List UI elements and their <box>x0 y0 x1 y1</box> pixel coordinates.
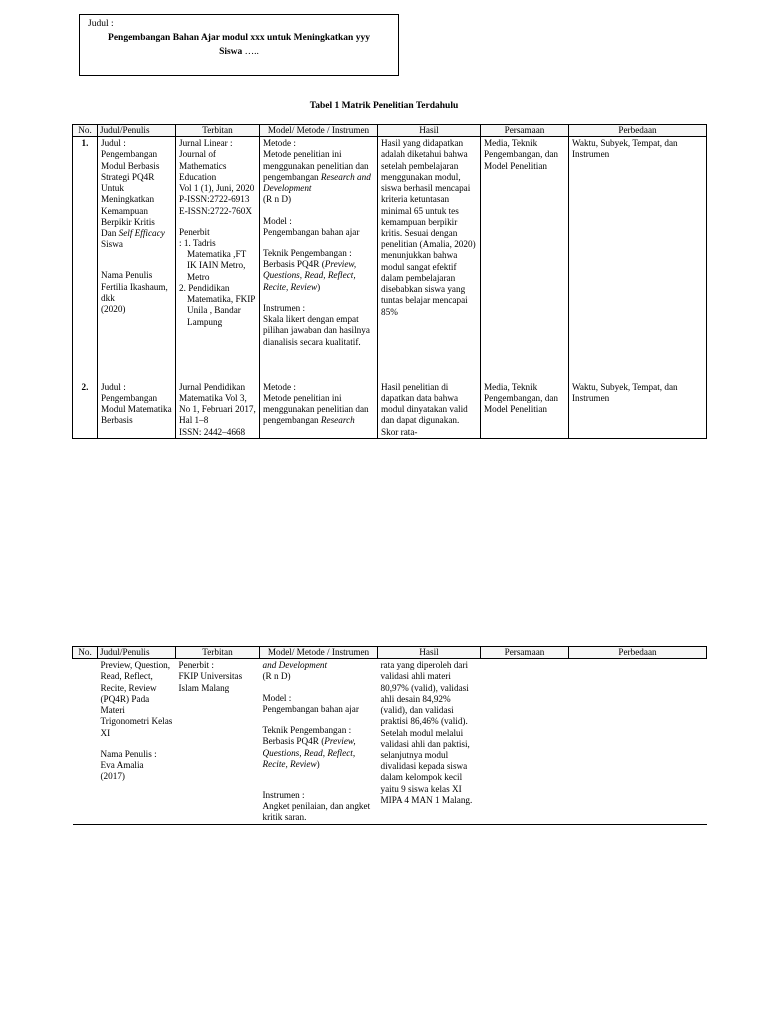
teknik-main: Berbasis PQ4R ( <box>263 259 325 270</box>
teknik-tail: ) <box>317 281 321 292</box>
penerbit-1: : 1. Tadris Matematika ,FT IK IAIN Metro, Metro <box>179 237 247 282</box>
instrumen-text: Skala likert dengan empat pilihan jawaban dan hasilnya dianalisis secara kualitatif. <box>263 314 370 347</box>
cell-metode <box>260 381 378 439</box>
penerbit-2: 2. Pendidikan Matematika, FKIP Unila , Bandar Lampung <box>179 282 256 327</box>
metode-text <box>263 660 375 671</box>
header-judul: Judul/Penulis <box>98 647 176 659</box>
header-perbedaan: Perbedaan <box>569 125 707 137</box>
table-row <box>73 659 707 824</box>
judul-tail: Siswa <box>101 239 123 250</box>
table-row <box>73 381 707 439</box>
model-label: Model : <box>262 692 292 703</box>
penulis-text: Nama Penulis : Eva Amalia (2017) <box>100 748 157 782</box>
instrumen-label: Instrumen : <box>263 302 306 313</box>
teknik-main: Berbasis PQ4R ( <box>262 736 325 747</box>
cell-terbitan: Penerbit : FKIP Universitas Islam Malang <box>176 659 260 824</box>
header-no: No. <box>73 125 98 137</box>
header-hasil: Hasil <box>378 647 481 659</box>
teknik-text <box>263 259 374 293</box>
metode-label: Metode : <box>263 381 296 392</box>
judul-text <box>101 138 172 250</box>
metode-text <box>263 393 374 427</box>
metode-text <box>263 149 374 194</box>
metode-label: Metode : <box>263 138 296 149</box>
header-persamaan: Persamaan <box>481 647 569 659</box>
cell-terbitan <box>176 137 260 368</box>
header-terbitan: Terbitan <box>176 125 260 137</box>
cell-hasil: rata yang diperoleh dari validasi ahli materi 80,97% (valid), validasi ahli desain 84,92% (valid), dan validasi praktisi 86,46% (valid). Setelah modul melalui validasi ahli dan paktisi, selanjutnya modul divalidasi kepada siswa dalam kelompok kecil yaitu 9 siswa kelas XI MIPA 4 MAN 1 Malang. <box>378 659 481 824</box>
penulis-text: Nama Penulis Fertilia Ikashaum, dkk (2020) <box>101 270 168 315</box>
header-metode: Model/ Metode / Instrumen <box>260 647 378 659</box>
metode-italic: Research and Development <box>263 171 371 194</box>
metode-rnd: (R n D) <box>262 671 291 682</box>
judul-italic: Self Efficacy <box>118 227 165 238</box>
title-box <box>79 14 399 76</box>
cell-persamaan: Media, Teknik Pengembangan, dan Model Penelitian <box>481 137 569 368</box>
metode-italic: and Development <box>262 660 328 671</box>
cell-metode <box>260 137 378 368</box>
teknik-label: Teknik Pengembangan : <box>262 725 352 736</box>
cell-metode <box>260 659 378 824</box>
cell-hasil: Hasil yang didapatkan adalah diketahui bahwa setelah pembelajaran menggunakan modul, siswa berhasil mencapai kriteria ketuntasan minimal 65 untuk tes kemampuan berpikir kritis. Sesuai dengan penelitian (Amalia, 2020) menunjukkan bahwa modul sangat efektif dalam pembelajaran disebabkan siswa yang tuntas belajar mencapai 85% <box>378 137 481 368</box>
judul-main: Judul : Pengembangan Modul Berbasis Strategi PQ4R Untuk Meningkatkan Kemampuan Berpikir Kritis Dan <box>101 138 160 238</box>
table-row <box>73 137 707 368</box>
instrumen-text: Angket penilaian, dan angket kritik saran. <box>262 801 371 823</box>
spacer-row <box>73 368 707 381</box>
metode-main: Metode penelitian ini menggunakan penelitian dan pengembangan <box>263 149 369 182</box>
teknik-tail: ) <box>316 758 320 769</box>
model-text: Pengembangan bahan ajar <box>262 703 359 714</box>
cell-persamaan: Media, Teknik Pengembangan, dan Model Penelitian <box>481 381 569 439</box>
row-number: 2. <box>73 381 98 439</box>
header-no: No. <box>73 647 98 659</box>
cell-terbitan: Jurnal Pendidikan Matematika Vol 3, No 1, Februari 2017, Hal 1–8 ISSN: 2442–4668 <box>176 381 260 439</box>
cell-perbedaan: Waktu, Subyek, Tempat, dan Instrumen <box>569 381 707 439</box>
table-header-row <box>73 125 707 137</box>
penerbit-label: Penerbit <box>179 226 210 237</box>
metode-italic: Research <box>320 415 355 426</box>
cell-judul <box>98 659 176 824</box>
teknik-italic: Preview, Questions, Read, Reflect, Recite, Review <box>262 736 356 769</box>
cell-judul: Judul : Pengembangan Modul Matematika Berbasis <box>98 381 176 439</box>
teknik-italic: Preview, Questions, Read, Reflect, Recite, Review <box>263 259 357 292</box>
header-persamaan: Persamaan <box>481 125 569 137</box>
teknik-text <box>263 736 375 770</box>
title-line-2-bold: Siswa <box>219 47 243 57</box>
metode-rnd: (R n D) <box>263 194 292 205</box>
instrumen-label: Instrumen : <box>262 789 305 800</box>
research-matrix-table-continued <box>72 646 707 825</box>
header-terbitan: Terbitan <box>176 647 260 659</box>
terbitan-text: Jurnal Linear : Journal of Mathematics Education Vol 1 (1), Juni, 2020 P-ISSN:2722-6913 E-ISSN:2722-760X <box>179 138 255 216</box>
row-number: 1. <box>73 137 98 368</box>
model-text: Pengembangan bahan ajar <box>263 226 360 237</box>
table-caption: Tabel 1 Matrik Penelitian Terdahulu <box>309 101 459 111</box>
teknik-label: Teknik Pengembangan : <box>263 247 352 258</box>
header-hasil: Hasil <box>378 125 481 137</box>
model-label: Model : <box>263 215 292 226</box>
title-line-1: Pengembangan Bahan Ajar modul xxx untuk Meningkatkan yyy <box>108 33 370 43</box>
research-matrix-table <box>72 124 707 439</box>
table-header-row <box>73 647 707 659</box>
judul-text: Preview, Question, Read, Reflect, Recite, Review (PQ4R) Pada Materi Trigonometri Kelas XI <box>100 660 173 738</box>
cell-perbedaan: Waktu, Subyek, Tempat, dan Instrumen <box>569 137 707 368</box>
title-line-2 <box>80 46 398 60</box>
title-line-2-rest: ….. <box>242 47 259 57</box>
metode-main: Metode penelitian ini menggunakan penelitian dan pengembangan <box>263 392 369 426</box>
cell-judul <box>98 137 176 368</box>
header-metode: Model/ Metode / Instrumen <box>260 125 378 137</box>
title-label: Judul : <box>88 19 114 29</box>
header-judul: Judul/Penulis <box>98 125 176 137</box>
header-perbedaan: Perbedaan <box>569 647 707 659</box>
cell-hasil: Hasil penelitian di dapatkan data bahwa modul dinyatakan valid dan dapat digunakan. Skor rata- <box>378 381 481 439</box>
